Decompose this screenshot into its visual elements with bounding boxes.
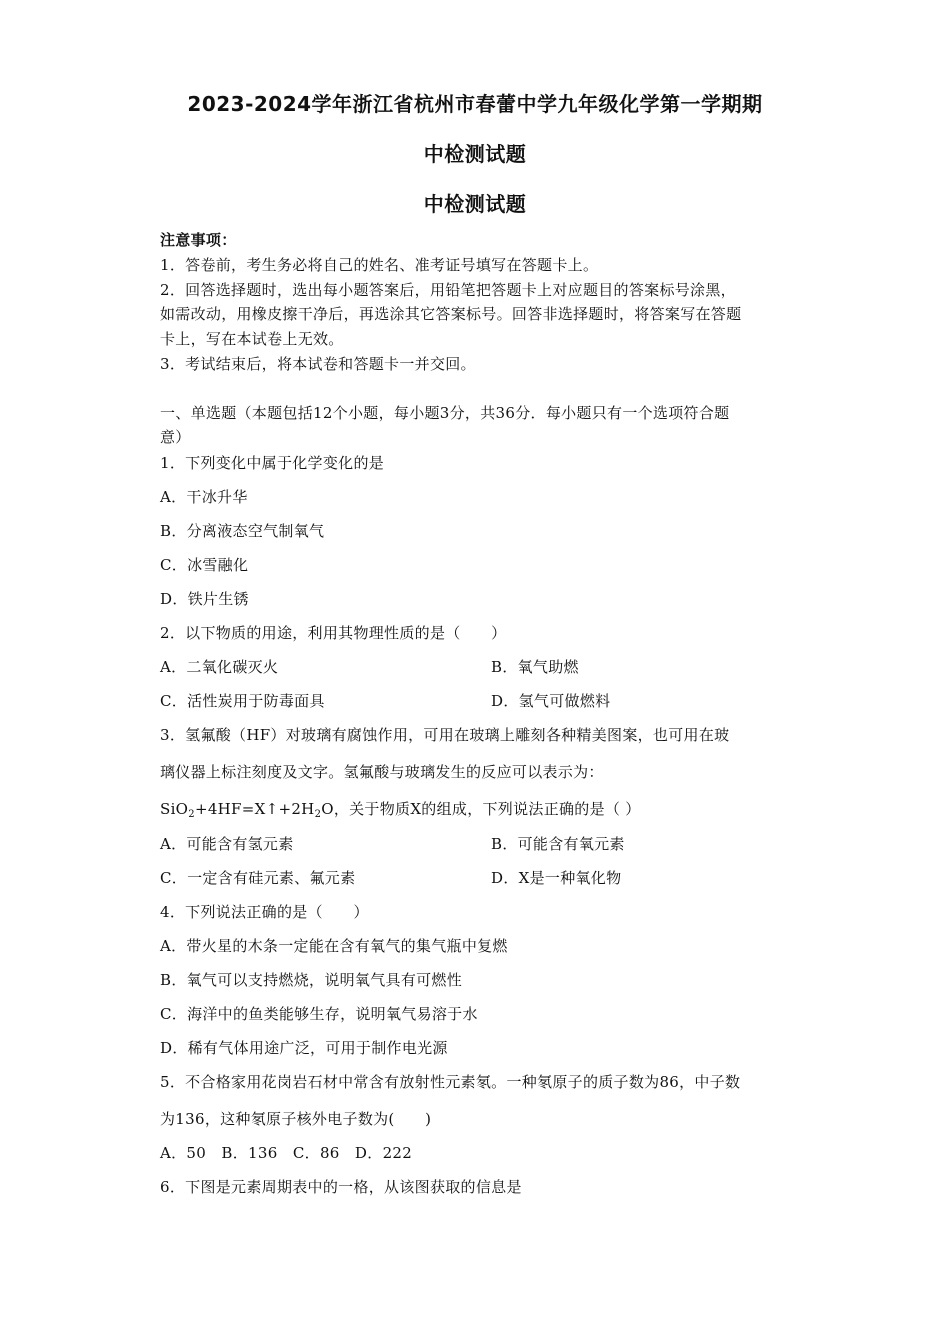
q3-stem-line2: 璃仪器上标注刻度及文字。氢氟酸与玻璃发生的反应可以表示为： — [160, 763, 604, 781]
exam-title-line3: 中检测试题 — [423, 192, 527, 216]
notice-item-2-line3: 卡上，写在本试卷上无效。 — [160, 330, 344, 348]
q4-option-b: B．氧气可以支持燃烧，说明氧气具有可燃性 — [160, 971, 463, 989]
q4-stem: 4．下列说法正确的是（ ） — [160, 903, 369, 921]
q3-eq-sub2: 2 — [314, 809, 322, 820]
q2-stem: 2．以下物质的用途，利用其物理性质的是（ ） — [160, 624, 507, 642]
exam-title-line1: 2023-2024学年浙江省杭州市春蕾中学九年级化学第一学期期 — [187, 92, 763, 116]
q3-option-b: B．可能含有氧元素 — [491, 835, 625, 853]
q1-option-b: B．分离液态空气制氧气 — [160, 522, 325, 540]
q4-option-c: C．海洋中的鱼类能够生存，说明氧气易溶于水 — [160, 1005, 478, 1023]
q3-option-c: C．一定含有硅元素、氟元素 — [160, 869, 356, 887]
q1-stem: 1．下列变化中属于化学变化的是 — [160, 454, 385, 472]
q3-equation — [160, 798, 800, 819]
q2-option-c: C．活性炭用于防毒面具 — [160, 692, 325, 710]
q3-stem-line1: 3．氢氟酸（HF）对玻璃有腐蚀作用，可用在玻璃上雕刻各种精美图案，也可用在玻 — [160, 726, 730, 744]
q4-option-a: A．带火星的木条一定能在含有氧气的集气瓶中复燃 — [160, 937, 508, 955]
q2-option-d: D．氢气可做燃料 — [491, 692, 611, 710]
q4-option-d: D．稀有气体用途广泛，可用于制作电光源 — [160, 1039, 448, 1057]
q6-stem: 6．下图是元素周期表中的一格，从该图获取的信息是 — [160, 1178, 522, 1196]
q1-option-a: A．干冰升华 — [160, 488, 248, 506]
notice-item-2-line2: 如需改动，用橡皮擦干净后，再选涂其它答案标号。回答非选择题时，将答案写在答题 — [160, 305, 742, 323]
q3-option-a: A．可能含有氢元素 — [160, 835, 294, 853]
notice-heading: 注意事项： — [160, 231, 237, 249]
q2-option-b: B．氧气助燃 — [491, 658, 579, 676]
notice-item-3: 3．考试结束后，将本试卷和答题卡一并交回。 — [160, 355, 476, 373]
exam-title-line2: 中检测试题 — [423, 142, 527, 166]
q3-eq-part2: +4HF=X↑+2H — [194, 800, 315, 818]
q5-stem-line1: 5．不合格家用花岗岩石材中常含有放射性元素氡。一种氡原子的质子数为86，中子数 — [160, 1073, 741, 1091]
q1-option-c: C．冰雪融化 — [160, 556, 249, 574]
section-heading-line1: 一、单选题（本题包括12个小题，每小题3分，共36分．每小题只有一个选项符合题 — [160, 404, 730, 422]
q3-option-d: D．X是一种氧化物 — [491, 869, 622, 887]
q1-option-d: D．铁片生锈 — [160, 590, 249, 608]
q3-eq-part1: SiO — [160, 800, 189, 818]
q5-options: A．50 B．136 C．86 D．222 — [160, 1144, 413, 1162]
q3-eq-sub1: 2 — [188, 809, 195, 820]
q3-eq-part3: O，关于物质X的组成，下列说法正确的是（ ） — [321, 800, 641, 818]
q2-option-a: A．二氧化碳灭火 — [160, 658, 279, 676]
notice-item-1: 1．答卷前，考生务必将自己的姓名、准考证号填写在答题卡上。 — [160, 256, 599, 274]
notice-item-2-line1: 2．回答选择题时，选出每小题答案后，用铅笔把答题卡上对应题目的答案标号涂黑， — [160, 281, 736, 299]
q5-stem-line2: 为136，这种氡原子核外电子数为( ) — [160, 1110, 432, 1128]
section-heading-line2: 意） — [160, 428, 191, 446]
